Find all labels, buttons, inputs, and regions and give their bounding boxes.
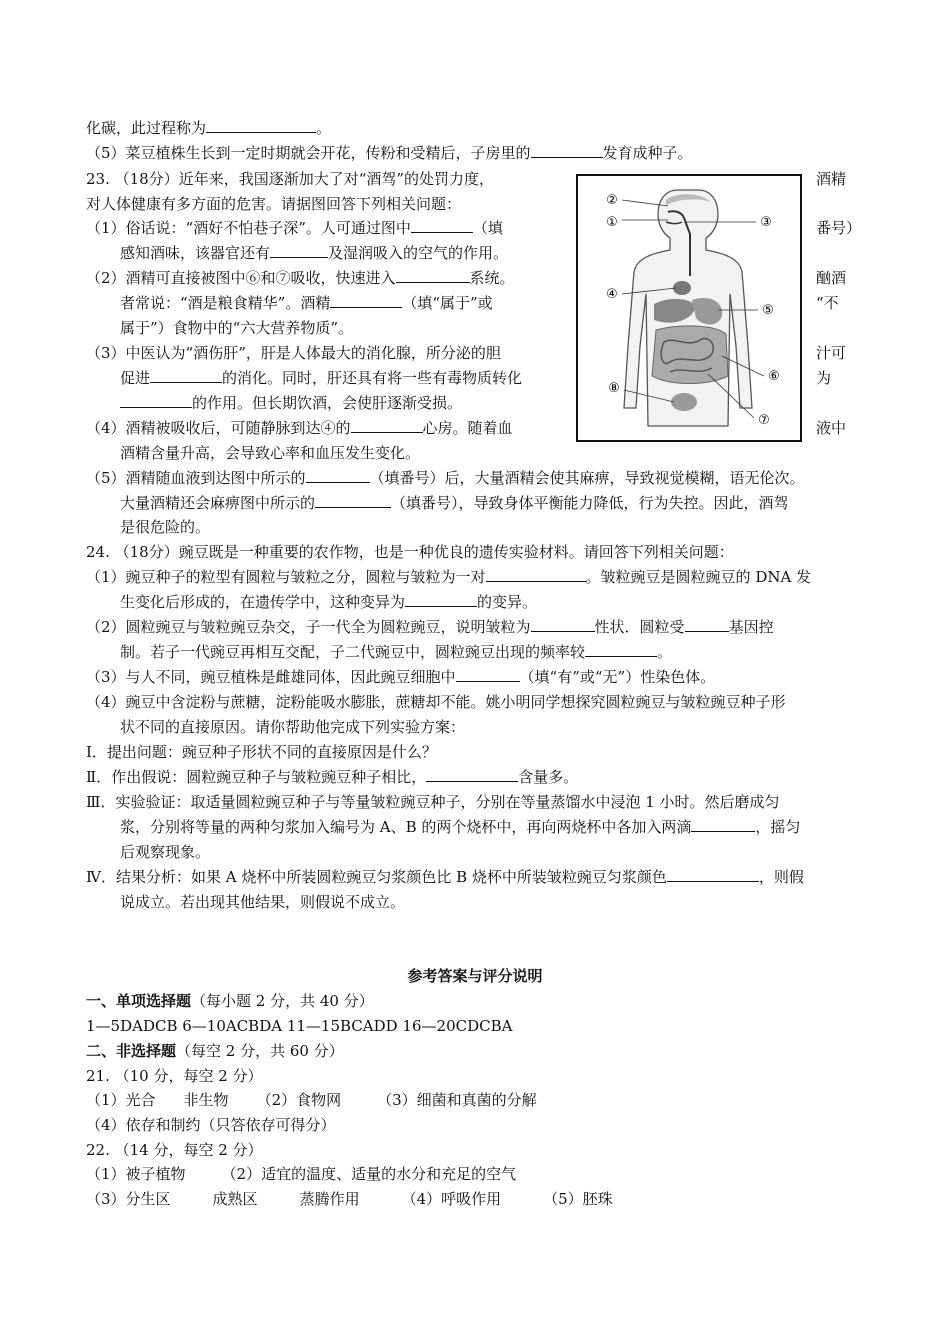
q24-text: Ⅳ．结果分析：如果 A 烧杯中所装圆粒豌豆匀浆颜色比 B 烧杯中所装皱粒豌豆匀浆颜色 (86, 868, 667, 886)
q23-right-fragment: “不 (816, 294, 839, 312)
q23-text: （填“属于”或 (402, 294, 493, 312)
answer-text: （5）胚珠 (543, 1190, 613, 1208)
q24-text: （1）豌豆种子的粒型有圆粒与皱粒之分，圆粒与皱粒为一对 (86, 568, 486, 586)
answer-blank[interactable] (405, 592, 477, 607)
q23-text: （1）俗话说：“酒好不怕巷子深”。人可通过图中 (86, 219, 411, 237)
q22-line-1 (86, 118, 331, 138)
answer-blank[interactable] (667, 867, 759, 882)
q23-text: （填 (472, 219, 503, 237)
label-5: ⑤ (762, 303, 774, 318)
answer-blank[interactable] (206, 118, 316, 133)
q24-part-4-cont: 状不同的直接原因。请你帮助他完成下列实验方案： (120, 718, 466, 736)
q23-part-2 (86, 268, 515, 288)
q24-text: （2）圆粒豌豆与皱粒豌豆杂交，子一代全为圆粒豌豆，说明皱粒为 (86, 618, 531, 636)
q23-part-5 (86, 468, 805, 488)
label-2: ② (606, 193, 618, 208)
q22-text: 发育成种子。 (602, 144, 693, 162)
label-1: ① (606, 215, 618, 230)
answer-section-2 (86, 1041, 344, 1061)
label-6: ⑥ (768, 369, 780, 384)
q23-right-fragment: 液中 (816, 419, 847, 437)
answer-text: 蒸腾作用 (299, 1190, 360, 1208)
q23-text: 感知酒味，该器官还有 (120, 244, 271, 262)
answer-text: （1）光合 (86, 1091, 156, 1109)
q21-answer-head: 21. （10 分，每空 2 分） (86, 1067, 263, 1085)
q23-text: 心房。随着血 (422, 419, 513, 437)
answer-blank[interactable] (330, 293, 402, 308)
q23-part-5-cont (120, 493, 789, 513)
q23-text: （填番号）后，大量酒精会使其麻痹，导致视觉模糊，语无伦次。 (369, 469, 805, 487)
q24-step-2 (86, 767, 578, 787)
q23-text: 促进 (120, 369, 151, 387)
q24-text: 。皱粒豌豆是圆粒豌豆的 DNA 发 (585, 568, 812, 586)
q24-part-1-cont (120, 592, 537, 612)
answer-blank[interactable] (315, 493, 391, 508)
label-7: ⑦ (758, 413, 770, 428)
answer-blank[interactable] (486, 567, 586, 582)
answer-section-1 (86, 991, 374, 1011)
q22-text: 。 (316, 119, 332, 137)
answer-blank[interactable] (120, 393, 192, 408)
q23-intro: 对人体健康有多方面的危害。请据图回答下列相关问题： (86, 195, 462, 213)
answer-blank[interactable] (585, 642, 657, 657)
answer-blank[interactable] (531, 143, 603, 158)
section-note: （每空 2 分，共 60 分） (176, 1042, 344, 1060)
q24-text: 生变化后形成的，在遗传学中，这种变异为 (120, 593, 406, 611)
q23-text: 及湿润吸入的空气的作用。 (328, 244, 509, 262)
q24-step-4 (86, 867, 804, 887)
q22-answer-line-1 (86, 1164, 516, 1184)
answer-blank[interactable] (426, 767, 518, 782)
q24-part-2 (86, 617, 774, 637)
q23-text: （2）酒精可直接被图中⑥和⑦吸收，快速进入 (86, 269, 396, 287)
q21-answer-line-2: （4）依存和制约（只答依存可得分） (86, 1116, 336, 1134)
q22-text: 化碳，此过程称为 (86, 119, 207, 137)
answer-blank[interactable] (691, 817, 755, 832)
q24-part-4: （4）豌豆中含淀粉与蔗糖，淀粉能吸水膨胀，蔗糖却不能。姚小明同学想探究圆粒豌豆与皱粒豌豆种子形 (86, 693, 786, 711)
q23-part-4 (86, 418, 513, 438)
answer-text: 非生物 (183, 1091, 229, 1109)
section-heading: 二、非选择题 (86, 1042, 177, 1060)
answer-blank[interactable] (456, 667, 520, 682)
q23-right-fragment: 为 (816, 369, 832, 387)
q23-text: （5）酒精随血液到达图中所示的 (86, 469, 306, 487)
q22-text: （5）菜豆植株生长到一定时期就会开花，传粉和受精后，子房里的 (86, 144, 531, 162)
q21-answer-line-1 (86, 1090, 537, 1110)
label-3: ③ (760, 215, 772, 230)
q23-text: （填番号），导致身体平衡能力降低，行为失控。因此，酒驾 (391, 494, 789, 512)
q24-text: 浆，分别将等量的两种匀浆加入编号为 A、B 的两个烧杯中，再向两烧杯中各加入两滴 (120, 818, 692, 836)
answer-text: （1）被子植物 (86, 1165, 186, 1183)
q23-part-1-cont (120, 243, 508, 263)
q22-answer-line-2 (86, 1189, 613, 1209)
q24-step-3: Ⅲ．实验验证：取适量圆粒豌豆种子与等量皱粒豌豆种子，分别在等量蒸馏水中浸泡 1 小时。然后磨成匀 (86, 793, 780, 811)
q24-text: （填“有”或“无”）性染色体。 (519, 668, 716, 686)
q24-text: Ⅱ．作出假说：圆粒豌豆种子与皱粒豌豆种子相比， (86, 768, 427, 786)
q23-text: （4）酒精被吸收后，可随静脉到达④的 (86, 419, 351, 437)
q23-text: 的消化。同时，肝还具有将一些有毒物质转化 (222, 369, 523, 387)
section-heading: 一、单项选择题 (86, 992, 192, 1010)
answer-key-title: 参考答案与评分说明 (407, 967, 543, 985)
q24-text: ，摇匀 (755, 818, 801, 836)
choice-answers: 1—5DADCB 6—10ACBDA 11—15BCADD 16—20CDCBA (86, 1017, 513, 1035)
q23-part-2-cont (120, 293, 493, 313)
q24-text: 基因控 (728, 618, 774, 636)
q24-part-3 (86, 667, 715, 687)
q22-answer-head: 22. （14 分，每空 2 分） (86, 1141, 263, 1159)
q23-text: 的作用。但长期饮酒，会使肝逐渐受损。 (192, 394, 463, 412)
answer-blank[interactable] (351, 418, 423, 433)
label-8: ⑧ (608, 381, 620, 396)
q24-part-2-cont (120, 642, 672, 662)
answer-text: （2）适宜的温度、适量的水分和充足的空气 (221, 1165, 517, 1183)
answer-blank[interactable] (306, 468, 370, 483)
q23-part-5-cont2: 是很危险的。 (120, 518, 211, 536)
body-illustration (578, 176, 800, 440)
q24-heading: 24. （18分）豌豆既是一种重要的农作物，也是一种优良的遗传实验材料。请回答下列相关问题： (86, 543, 734, 561)
q23-heading: 23. （18分）近年来，我国逐渐加大了对“酒驾”的处罚力度， (86, 170, 495, 188)
answer-blank[interactable] (411, 218, 473, 233)
q24-part-1 (86, 567, 811, 587)
q23-part-3-cont2 (120, 393, 462, 413)
q24-text: （3）与人不同，豌豆植株是雌雄同体，因此豌豆细胞中 (86, 668, 456, 686)
q24-step-3-cont (120, 817, 800, 837)
answer-blank[interactable] (270, 243, 328, 258)
section-note: （每小题 2 分，共 40 分） (191, 992, 374, 1010)
answer-blank[interactable] (150, 368, 222, 383)
q23-text: 大量酒精还会麻痹图中所示的 (120, 494, 316, 512)
answer-text: （2）食物网 (256, 1091, 342, 1109)
label-4: ④ (606, 287, 618, 302)
q23-part-4-cont: 酒精含量升高，会导致心率和血压发生变化。 (120, 444, 421, 462)
q22-line-2 (86, 143, 693, 163)
answer-blank[interactable] (396, 268, 470, 283)
answer-text: （4）呼吸作用 (401, 1190, 502, 1208)
q23-part-2-cont2: 属于”）食物中的“六大营养物质”。 (120, 319, 354, 337)
answer-blank[interactable] (685, 617, 729, 632)
q23-right-fragment: 番号） (816, 219, 862, 237)
q24-text: 含量多。 (518, 768, 579, 786)
q23-text: 者常说：“酒是粮食精华”。酒精 (120, 294, 331, 312)
q23-right-fragment: 酗酒 (816, 269, 847, 287)
q23-part-3: （3）中医认为“酒伤肝”，肝是人体最大的消化腺，所分泌的胆 (86, 344, 501, 362)
q23-right-fragment: 汁可 (816, 344, 847, 362)
answer-text: 成熟区 (212, 1190, 258, 1208)
q24-text: 的变异。 (477, 593, 538, 611)
q24-text: 。 (657, 643, 673, 661)
answer-text: （3）分生区 (86, 1190, 171, 1208)
q24-step-3-cont2: 后观察现象。 (120, 843, 211, 861)
q24-text: 性状．圆粒受 (594, 618, 685, 636)
q24-text: 制。若子一代豌豆再相互交配，子二代豌豆中，圆粒豌豆出现的频率较 (120, 643, 586, 661)
answer-text: （3）细菌和真菌的分解 (377, 1091, 537, 1109)
q24-step-1: Ⅰ．提出问题：豌豆种子形状不同的直接原因是什么？ (86, 743, 437, 761)
q23-part-1 (86, 218, 503, 238)
answer-blank[interactable] (531, 617, 595, 632)
q23-text: 系统。 (469, 269, 515, 287)
digestive-system-diagram (576, 174, 802, 442)
q23-right-fragment: 酒精 (816, 170, 847, 188)
q23-part-3-cont (120, 368, 522, 388)
q24-text: ，则假 (758, 868, 804, 886)
q24-step-4-cont: 说成立。若出现其他结果，则假说不成立。 (120, 893, 406, 911)
